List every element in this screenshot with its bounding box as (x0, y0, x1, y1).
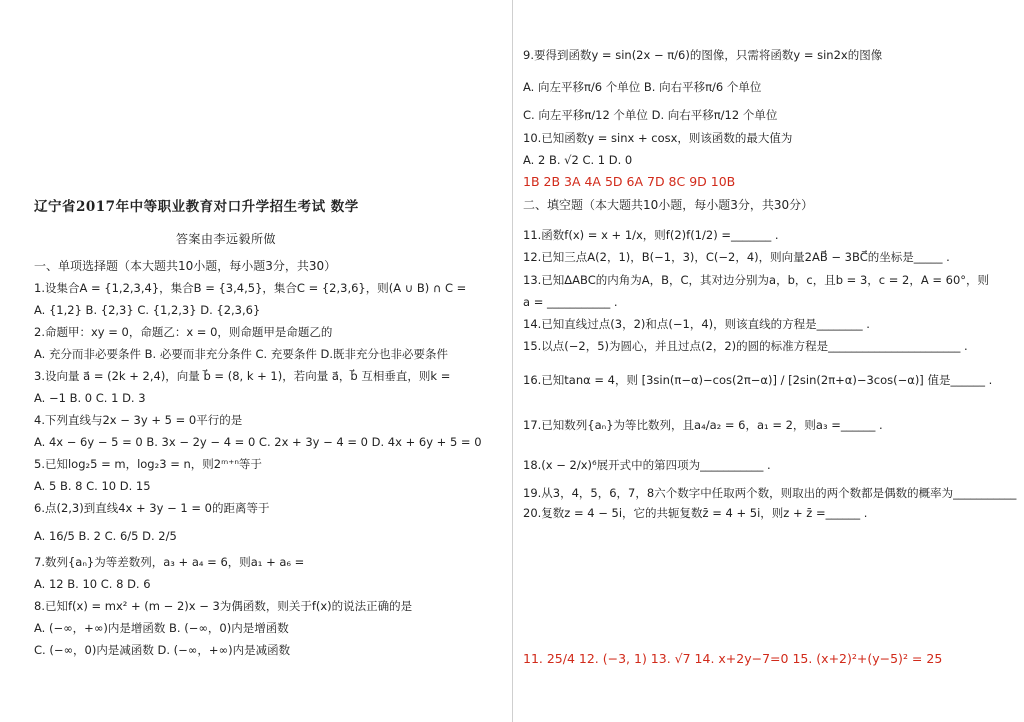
question-8-options-cd: C. (−∞，0)内是减函数 D. (−∞，+∞)内是减函数 (34, 643, 291, 657)
question-5: 5.已知log₂5 = m，log₂3 = n，则2ᵐ⁺ⁿ等于 (34, 457, 262, 471)
question-7-options: A. 12 B. 10 C. 8 D. 6 (34, 577, 151, 591)
question-11: 11.函数f(x) = x + 1/x，则f(2)f(1/2) =_______ . (523, 228, 779, 242)
question-8-options-ab: A. (−∞，+∞)内是增函数 B. (−∞，0)内是增函数 (34, 621, 289, 635)
question-20: 20.复数z = 4 − 5i，它的共轭复数z̄ = 4 + 5i，则z + z̄ =______ . (523, 506, 868, 520)
question-7: 7.数列{aₙ}为等差数列，a₃ + a₄ = 6，则a₁ + a₆ = (34, 555, 305, 569)
question-13: 13.已知ΔABC的内角为A，B，C，其对边分别为a，b，c，且b = 3，c = 2，A = 60°，则 (523, 273, 990, 287)
question-8: 8.已知f(x) = mx² + (m − 2)x − 3为偶函数，则关于f(x)的说法正确的是 (34, 599, 413, 613)
question-14: 14.已知直线过点(3，2)和点(−1，4)，则该直线的方程是________ . (523, 317, 870, 331)
exam-subtitle: 答案由李远毅所做 (176, 232, 277, 246)
column-divider (512, 0, 513, 722)
question-6: 6.点(2,3)到直线4x + 3y − 1 = 0的距离等于 (34, 501, 270, 515)
question-1-options: A. {1,2} B. {2,3} C. {1,2,3} D. {2,3,6} (34, 303, 261, 317)
question-6-options: A. 16/5 B. 2 C. 6/5 D. 2/5 (34, 529, 177, 543)
question-1: 1.设集合A = {1,2,3,4}，集合B = {3,4,5}，集合C = {2,3,6}，则(A ∪ B) ∩ C = (34, 281, 467, 295)
question-3-options: A. −1 B. 0 C. 1 D. 3 (34, 391, 146, 405)
section-2-heading: 二、填空题（本大题共10小题，每小题3分，共30分） (523, 198, 814, 212)
question-5-options: A. 5 B. 8 C. 10 D. 15 (34, 479, 151, 493)
question-9-options-cd: C. 向左平移π/12 个单位 D. 向右平移π/12 个单位 (523, 108, 778, 122)
question-10: 10.已知函数y = sinx + cosx，则该函数的最大值为 (523, 131, 793, 145)
question-9-options-ab: A. 向左平移π/6 个单位 B. 向右平移π/6 个单位 (523, 80, 762, 94)
exam-title: 辽宁省2017年中等职业教育对口升学招生考试 数学 (34, 199, 359, 215)
right-column (514, 0, 1024, 722)
question-15: 15.以点(−2，5)为圆心，并且过点(2，2)的圆的标准方程是_______________________ . (523, 339, 968, 353)
question-2: 2.命题甲：xy = 0，命题乙：x = 0，则命题甲是命题乙的 (34, 325, 333, 339)
question-17: 17.已知数列{aₙ}为等比数列，且a₄/a₂ = 6，a₁ = 2，则a₃ =______ . (523, 418, 883, 432)
question-4-options: A. 4x − 6y − 5 = 0 B. 3x − 2y − 4 = 0 C. 2x + 3y − 4 = 0 D. 4x + 6y + 5 = 0 (34, 435, 482, 449)
question-16: 16.已知tanα = 4，则 [3sin(π−α)−cos(2π−α)] / [2sin(2π+α)−3cos(−α)] 值是______ . (523, 373, 993, 387)
question-19: 19.从3，4，5，6，7，8六个数字中任取两个数，则取出的两个数都是偶数的概率为___________ (523, 486, 1017, 500)
question-12: 12.已知三点A(2，1)，B(−1，3)，C(−2，4)，则向量2AB⃗ − 3BC⃗的坐标是_____ . (523, 250, 950, 264)
question-4: 4.下列直线与2x − 3y + 5 = 0平行的是 (34, 413, 243, 427)
question-13-answer-line: a = ___________ . (523, 295, 618, 309)
question-3: 3.设向量 a⃗ = (2k + 2,4)，向量 b⃗ = (8, k + 1)，若向量 a⃗，b⃗ 互相垂直，则k = (34, 369, 451, 383)
mc-answer-key: 1B 2B 3A 4A 5D 6A 7D 8C 9D 10B (523, 174, 736, 189)
question-9: 9.要得到函数y = sin(2x − π/6)的图像，只需将函数y = sin2x的图像 (523, 48, 883, 62)
question-18: 18.(x − 2/x)⁶展开式中的第四项为___________ . (523, 458, 771, 472)
question-10-options: A. 2 B. √2 C. 1 D. 0 (523, 153, 633, 167)
section-1-heading: 一、单项选择题（本大题共10小题，每小题3分，共30） (34, 259, 337, 273)
fill-answer-key: 11. 25/4 12. (−3, 1) 13. √7 14. x+2y−7=0 15. (x+2)²+(y−5)² = 25 (523, 651, 943, 666)
question-2-options: A. 充分而非必要条件 B. 必要而非充分条件 C. 充要条件 D.既非充分也非必要条件 (34, 347, 448, 361)
